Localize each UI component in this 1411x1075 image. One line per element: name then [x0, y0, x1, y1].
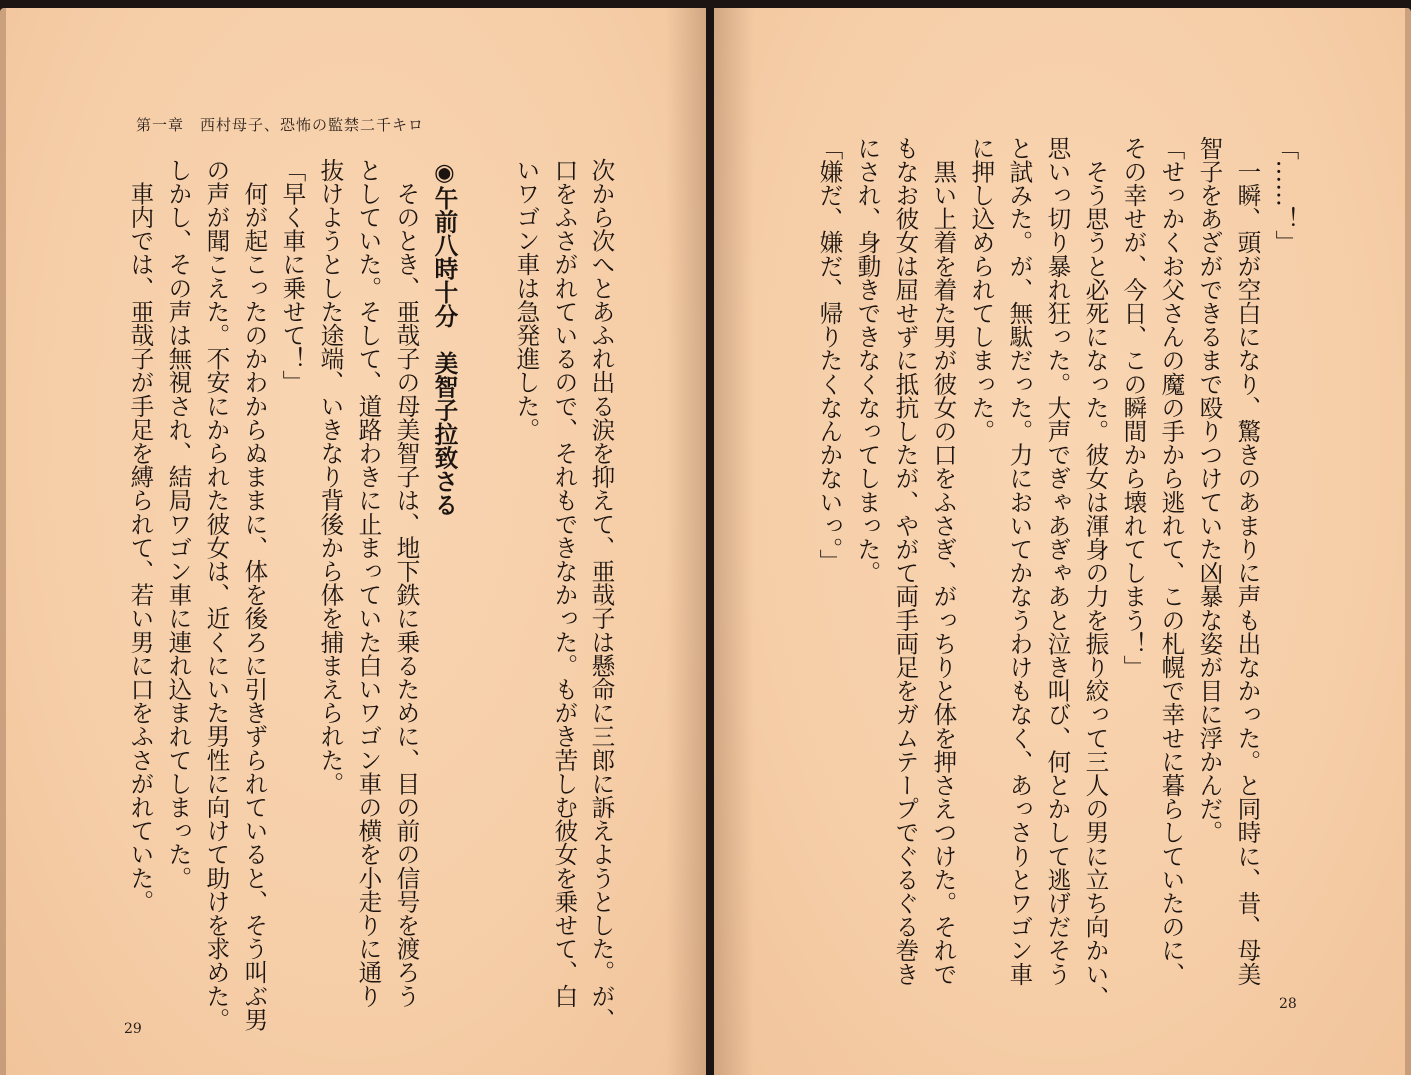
section-heading: ◉午前八時十分 美智子拉致さる: [430, 158, 459, 517]
text-line: としていた。そして、道路わきに止まっていた白いワゴン車の横を小走りに通り: [354, 158, 383, 1008]
page-number: 29: [124, 1021, 142, 1037]
text-line: そのとき、亜哉子の母美智子は、地下鉄に乗るために、目の前の信号を渡ろう: [392, 158, 421, 1008]
text-line: 一瞬、頭が空白になり、驚きのあまりに声も出なかった。と同時に、昔、母美: [1233, 136, 1262, 986]
page-edge: [0, 8, 6, 1075]
gutter-shadow: [666, 8, 706, 1075]
text-line: その幸せが、今日、この瞬間から壊れてしまう！」: [1119, 136, 1148, 679]
text-line: 「せっかくお父さんの魔の手から逃れて、この札幌で幸せに暮らしていたのに、: [1157, 136, 1186, 986]
text-line: 抜けようとした途端、いきなり背後から体を捕まえられた。: [316, 158, 345, 796]
right-page: [714, 8, 1411, 1075]
text-line: しかし、その声は無視され、結局ワゴン車に連れ込まれてしまった。: [164, 158, 193, 890]
text-line: 「嫌だ、嫌だ、帰りたくなんかないっ。」: [815, 136, 844, 573]
text-line: もなお彼女は屈せずに抵抗したが、やがて両手両足をガムテープでぐるぐる巻き: [891, 136, 920, 986]
page-number: 28: [1279, 996, 1297, 1012]
text-line: 「早く車に乗せて！」: [278, 158, 307, 394]
gutter-shadow: [714, 8, 754, 1075]
text-line: いワゴン車は急発進した。: [512, 158, 541, 442]
running-header: 第一章 西村母子、恐怖の監禁二千キロ: [136, 116, 425, 134]
text-line: 何が起こったのかわからぬままに、体を後ろに引きずられていると、そう叫ぶ男: [240, 158, 269, 1032]
text-line: 口をふさがれているので、それもできなかった。もがき苦しむ彼女を乗せて、白: [550, 158, 579, 1008]
text-line: に押し込められてしまった。: [967, 136, 996, 443]
text-line: 次から次へとあふれ出る涙を抑えて、亜哉子は懸命に三郎に訴えようとした。が、: [587, 158, 616, 1032]
page-edge: [1405, 8, 1411, 1075]
text-line: 黒い上着を着た男が彼女の口をふさぎ、がっちりと体を押さえつけた。それで: [929, 136, 958, 986]
text-line: にされ、身動きできなくなってしまった。: [853, 136, 882, 585]
text-line: 思いっ切り暴れ狂った。大声でぎゃあぎゃあと泣き叫び、何とかして逃げだそう: [1043, 136, 1072, 986]
text-line: の声が聞こえた。不安にかられた彼女は、近くにいた男性に向けて助けを求めた。: [202, 158, 231, 1032]
text-line: と試みた。が、無駄だった。力においてかなうわけもなく、あっさりとワゴン車: [1005, 136, 1034, 986]
left-page: [0, 8, 706, 1075]
text-line: 智子をあざができるまで殴りつけていた凶暴な姿が目に浮かんだ。: [1195, 136, 1224, 844]
text-line: 車内では、亜哉子が手足を縛られて、若い男に口をふさがれていた。: [126, 158, 155, 914]
text-line: そう思うと必死になった。彼女は渾身の力を振り絞って三人の男に立ち向かい、: [1081, 136, 1110, 1010]
text-line: 「……！」: [1271, 136, 1300, 254]
